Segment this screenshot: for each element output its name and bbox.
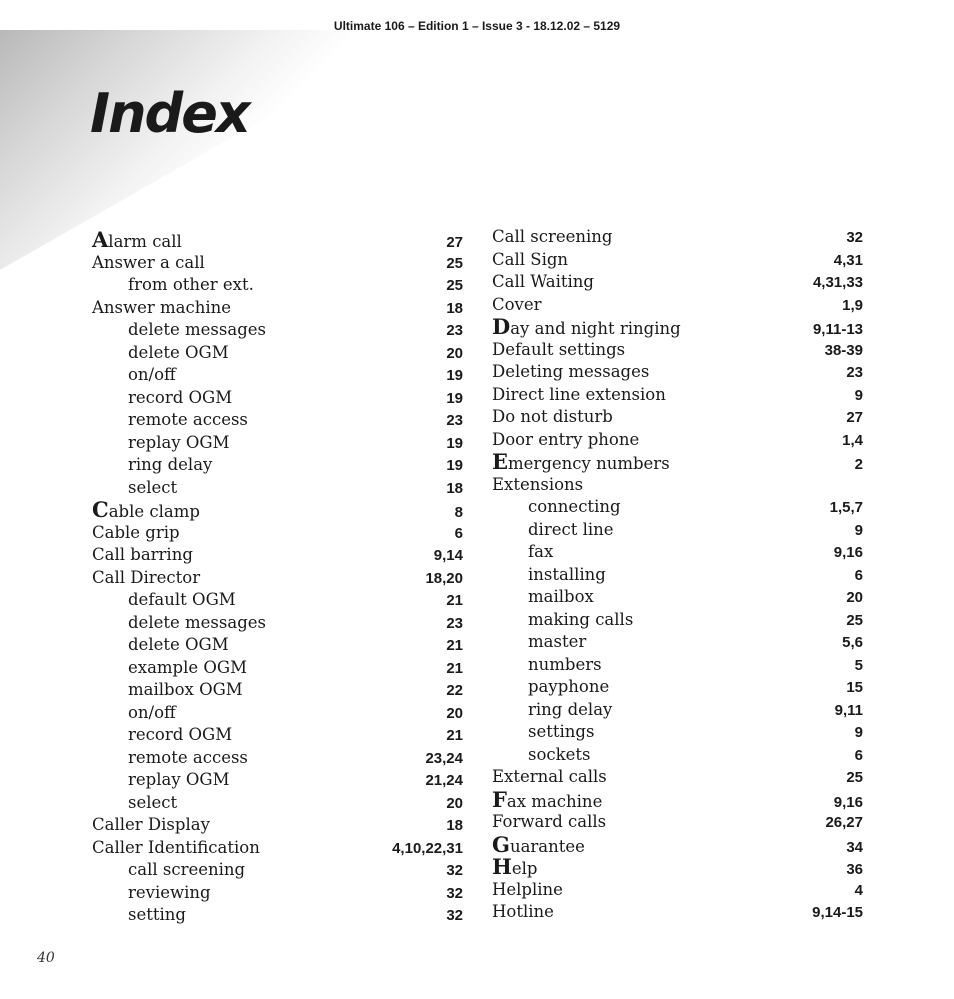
index-subentry	[92, 882, 463, 905]
index-term-text: master	[528, 632, 587, 651]
index-subentry	[92, 747, 463, 770]
index-term-text: Forward calls	[492, 812, 607, 831]
index-term	[92, 814, 210, 837]
index-page-refs: 25	[846, 611, 863, 629]
index-entry	[492, 901, 863, 924]
index-term	[492, 294, 542, 317]
index-term	[92, 342, 229, 365]
index-term-text: numbers	[528, 654, 602, 674]
index-subentry	[492, 631, 863, 654]
index-page-refs: 21,24	[425, 772, 463, 789]
index-entry	[92, 544, 463, 567]
index-page-refs: 5,6	[842, 634, 863, 651]
index-subentry	[492, 609, 863, 632]
index-term	[92, 859, 245, 882]
index-term-text: delete messages	[128, 320, 266, 339]
index-page-refs: 9,14-15	[812, 904, 863, 921]
index-subentry	[492, 654, 863, 677]
index-term-text: Helpline	[492, 879, 563, 899]
index-term	[92, 792, 177, 815]
index-term	[92, 522, 180, 545]
index-term-text: Hotline	[492, 902, 554, 921]
index-term-text: able clamp	[108, 502, 200, 521]
index-term	[92, 567, 200, 590]
index-page-refs: 27	[846, 409, 863, 426]
index-term-text: ring delay	[528, 699, 613, 719]
index-term	[92, 409, 248, 432]
index-column-right	[492, 226, 863, 924]
index-term	[92, 454, 212, 477]
section-initial-letter: D	[492, 314, 511, 339]
index-term-text: Caller Identification	[92, 837, 260, 857]
page-title: Index	[90, 82, 249, 145]
index-term-text: Call barring	[92, 545, 193, 564]
index-subentry	[92, 589, 463, 612]
index-entry	[492, 271, 863, 294]
index-entry	[492, 294, 863, 317]
index-term-text: replay OGM	[128, 432, 230, 452]
index-page-refs: 26,27	[825, 814, 863, 831]
index-subentry	[92, 769, 463, 792]
index-term-text: Call Director	[92, 567, 201, 587]
section-initial-letter: C	[92, 497, 109, 522]
section-initial-letter: E	[492, 449, 509, 474]
index-term-text: making calls	[528, 609, 634, 629]
index-entry	[492, 766, 863, 789]
section-initial-letter: F	[492, 786, 507, 812]
index-page-refs: 18	[446, 299, 463, 317]
index-page-refs: 9,16	[833, 544, 863, 561]
index-page-refs: 1,4	[842, 431, 863, 449]
index-term	[492, 654, 602, 677]
document-header: Ultimate 106 – Edition 1 – Issue 3 - 18.12.02 – 5129	[333, 19, 621, 33]
index-entry	[492, 406, 863, 429]
index-entry	[492, 811, 863, 834]
index-page-refs: 20	[446, 704, 463, 722]
index-term-text: External calls	[492, 767, 607, 786]
index-page-refs: 4,31,33	[812, 274, 863, 291]
index-term	[92, 229, 182, 254]
index-term-text: Cover	[492, 294, 542, 314]
index-term-text: uarantee	[509, 836, 585, 856]
index-term	[492, 811, 606, 834]
index-term-text: delete messages	[128, 612, 266, 632]
index-subentry	[492, 744, 863, 767]
index-entry	[492, 226, 863, 249]
index-term	[492, 249, 568, 272]
index-entry	[492, 316, 863, 339]
index-page-refs: 25	[846, 769, 863, 786]
index-term-text: record OGM	[128, 725, 233, 744]
index-term	[492, 384, 666, 407]
index-subentry	[92, 342, 463, 365]
index-subentry	[92, 679, 463, 702]
index-entry	[492, 786, 863, 812]
index-entry	[92, 229, 463, 252]
index-page-refs: 6	[854, 566, 863, 584]
index-term-text: delete OGM	[128, 635, 229, 654]
index-subentry	[92, 904, 463, 927]
index-page-refs: 9	[854, 386, 863, 404]
index-term-text: select	[128, 792, 178, 812]
index-entry	[492, 339, 863, 362]
index-term	[92, 837, 260, 860]
index-term-text: Call Waiting	[492, 272, 594, 291]
index-term	[92, 387, 232, 410]
index-term	[492, 609, 633, 632]
index-term	[492, 879, 563, 902]
page-number: 40	[37, 950, 55, 966]
index-term	[92, 297, 231, 320]
index-page-refs: 6	[854, 746, 863, 764]
index-page-refs: 36	[846, 861, 863, 878]
index-page-refs: 2	[854, 456, 863, 473]
index-page-refs: 9,11-13	[812, 321, 863, 338]
section-initial-letter: H	[492, 854, 512, 879]
index-subentry	[92, 319, 463, 342]
index-page-refs: 9,11	[834, 701, 863, 719]
index-term-text: Default settings	[492, 339, 626, 359]
index-page-refs: 19	[446, 457, 463, 474]
index-page-refs: 4,31	[833, 251, 863, 269]
index-term-text: elp	[511, 859, 538, 878]
index-term-text: Cable grip	[92, 522, 180, 542]
index-term	[92, 544, 193, 567]
index-term	[492, 406, 613, 429]
index-term-text: mergency numbers	[508, 454, 670, 473]
index-term	[92, 252, 205, 275]
index-term	[492, 766, 607, 789]
index-term-text: on/off	[128, 365, 176, 384]
index-term-text: Answer machine	[92, 297, 232, 317]
index-entry	[92, 837, 463, 860]
index-entry	[92, 252, 463, 275]
index-term-text: default OGM	[128, 590, 236, 609]
section-initial-letter: G	[492, 831, 510, 857]
index-term	[92, 499, 200, 524]
index-term	[92, 904, 186, 927]
index-term	[492, 361, 649, 384]
index-term-text: Call screening	[492, 227, 613, 246]
index-page-refs: 32	[446, 884, 463, 902]
index-entry	[492, 361, 863, 384]
index-term-text: select	[128, 477, 178, 497]
index-term	[492, 474, 583, 497]
index-page-refs: 21	[446, 592, 463, 609]
index-page-refs: 1,9	[842, 296, 863, 314]
index-term	[92, 274, 254, 297]
index-subentry	[492, 699, 863, 722]
index-term-text: call screening	[128, 860, 246, 879]
section-initial-letter: A	[92, 227, 109, 252]
index-term-text: larm call	[108, 232, 182, 251]
index-term-text: Caller Display	[92, 815, 210, 834]
index-term	[492, 339, 625, 362]
index-term	[92, 477, 177, 500]
index-entry	[492, 384, 863, 407]
index-subentry	[92, 274, 463, 297]
index-page-refs: 23	[446, 614, 463, 632]
index-subentry	[92, 634, 463, 657]
index-term	[492, 699, 612, 722]
index-entry	[492, 451, 863, 474]
index-page-refs: 8	[454, 504, 463, 521]
index-page-refs: 22	[446, 682, 463, 699]
index-term	[92, 612, 266, 635]
index-entry	[492, 429, 863, 452]
index-entry	[492, 249, 863, 272]
index-term-text: direct line	[528, 519, 614, 539]
index-term	[492, 901, 554, 924]
index-page-refs: 38-39	[824, 341, 863, 359]
index-page-refs: 4	[854, 881, 863, 899]
index-term	[92, 702, 176, 725]
index-term	[492, 744, 591, 767]
index-page-refs: 25	[446, 277, 463, 294]
index-term	[92, 634, 229, 657]
index-term	[492, 226, 612, 249]
index-term-text: on/off	[128, 702, 176, 722]
index-page-refs: 23	[446, 322, 463, 339]
index-subentry	[492, 676, 863, 699]
index-page-refs: 32	[446, 907, 463, 924]
index-page-refs: 15	[846, 679, 863, 696]
index-entry	[92, 814, 463, 837]
index-term-text: payphone	[528, 677, 610, 696]
index-subentry	[92, 454, 463, 477]
index-subentry	[492, 586, 863, 609]
index-term-text: mailbox OGM	[128, 680, 243, 699]
index-page-refs: 18	[446, 817, 463, 834]
index-term-text: delete OGM	[128, 342, 229, 362]
index-term-text: reviewing	[128, 882, 211, 902]
index-term-text: Extensions	[492, 474, 584, 494]
index-subentry	[492, 564, 863, 587]
index-term-text: Do not disturb	[492, 407, 613, 426]
index-subentry	[92, 612, 463, 635]
index-subentry	[92, 724, 463, 747]
index-page-refs: 9,14	[433, 547, 463, 564]
index-term-text: sockets	[528, 744, 591, 764]
index-entry	[92, 567, 463, 590]
index-page-refs: 20	[846, 589, 863, 606]
index-term-text: connecting	[528, 497, 621, 516]
index-entry	[492, 879, 863, 902]
index-page-refs: 23	[846, 364, 863, 381]
index-term	[92, 364, 176, 387]
index-page-refs: 19	[446, 434, 463, 452]
index-page-refs: 5	[854, 656, 863, 674]
index-subentry	[92, 364, 463, 387]
index-term-text: from other ext.	[128, 275, 254, 294]
index-term-text: settings	[528, 722, 595, 741]
index-subentry	[92, 387, 463, 410]
index-page-refs: 18,20	[425, 569, 463, 587]
index-term-text: ring delay	[128, 455, 213, 474]
index-subentry	[92, 702, 463, 725]
index-term	[92, 724, 232, 747]
index-subentry	[492, 721, 863, 744]
index-page-refs: 25	[446, 254, 463, 272]
index-page-refs: 21	[446, 637, 463, 654]
index-term-text: mailbox	[528, 587, 594, 606]
index-entry	[492, 856, 863, 879]
index-subentry	[92, 657, 463, 680]
index-page-refs: 23,24	[425, 749, 463, 767]
index-page-refs: 9	[854, 724, 863, 741]
index-term	[492, 856, 537, 881]
index-page-refs: 27	[446, 234, 463, 251]
index-page-refs: 34	[846, 838, 863, 856]
index-term-text: record OGM	[128, 387, 233, 407]
index-term	[492, 564, 606, 587]
index-term	[92, 657, 247, 680]
index-term	[492, 451, 670, 476]
index-page-refs: 4,10,22,31	[392, 839, 463, 857]
index-subentry	[492, 519, 863, 542]
index-page-refs: 21	[446, 659, 463, 677]
index-term-text: Answer a call	[92, 252, 205, 272]
index-term	[492, 721, 594, 744]
index-term	[92, 747, 248, 770]
index-page-refs: 9,16	[833, 793, 863, 811]
index-subentry	[92, 792, 463, 815]
index-term-text: installing	[528, 564, 606, 584]
index-term-text: remote access	[128, 410, 248, 429]
index-entry	[492, 831, 863, 857]
index-term-text: Direct line extension	[492, 384, 666, 404]
index-page-refs: 32	[446, 862, 463, 879]
index-subentry	[92, 477, 463, 500]
index-page-refs: 19	[446, 389, 463, 407]
index-entry	[92, 297, 463, 320]
index-entry	[92, 499, 463, 522]
index-term-text: Deleting messages	[492, 362, 650, 381]
index-term	[492, 316, 681, 341]
index-term	[492, 496, 621, 519]
index-term-text: setting	[128, 905, 186, 924]
index-column-left	[92, 229, 463, 927]
index-term	[92, 319, 266, 342]
index-term-text: replay OGM	[128, 770, 230, 789]
index-term-text: fax	[528, 542, 554, 561]
index-term	[92, 769, 230, 792]
index-page-refs: 9	[854, 521, 863, 539]
index-term	[92, 432, 230, 455]
index-term-text: remote access	[128, 747, 248, 767]
index-page-refs: 20	[446, 344, 463, 362]
index-page-refs: 23	[446, 412, 463, 429]
index-page-refs: 32	[846, 229, 863, 246]
index-term	[492, 519, 614, 542]
index-page-refs: 19	[446, 367, 463, 384]
index-term-text: example OGM	[128, 657, 248, 677]
index-page-refs: 6	[454, 524, 463, 542]
index-term	[492, 541, 553, 564]
index-term-text: Call Sign	[492, 249, 569, 269]
index-term	[492, 586, 594, 609]
index-term	[92, 679, 243, 702]
index-term	[92, 882, 211, 905]
index-term-text: ay and night ringing	[510, 319, 681, 338]
index-subentry	[92, 432, 463, 455]
index-page-refs: 18	[446, 479, 463, 497]
index-subentry	[92, 409, 463, 432]
index-term	[492, 271, 594, 294]
index-term	[492, 786, 603, 814]
index-term	[492, 429, 639, 452]
index-page-refs: 1,5,7	[829, 499, 863, 516]
index-page-refs: 21	[446, 727, 463, 744]
index-term	[492, 676, 609, 699]
index-subentry	[492, 496, 863, 519]
index-term	[492, 631, 586, 654]
index-subentry	[492, 541, 863, 564]
index-term-text: ax machine	[506, 791, 603, 811]
index-term-text: Door entry phone	[492, 429, 640, 449]
index-page-refs: 20	[446, 794, 463, 812]
index-subentry	[92, 859, 463, 882]
index-entry	[492, 474, 863, 497]
index-entry	[92, 522, 463, 545]
index-term	[92, 589, 236, 612]
